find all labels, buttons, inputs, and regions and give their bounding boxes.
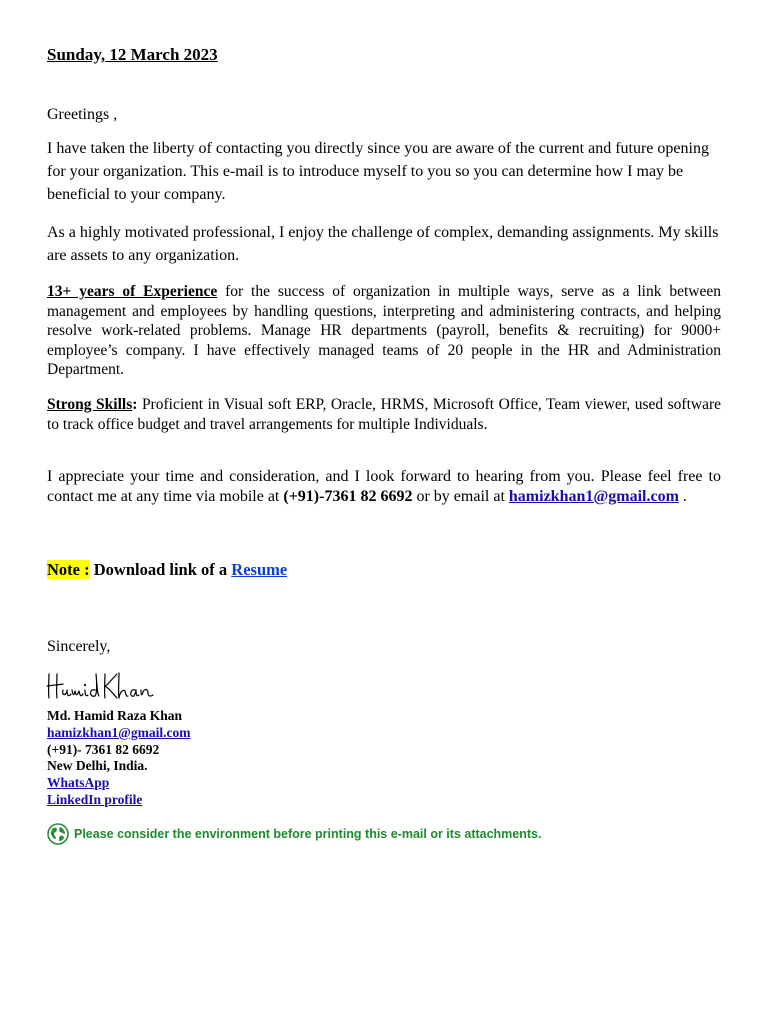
paragraph-experience (47, 282, 721, 380)
contact-text-a: I appreciate your time and consideration, and I look forward to hearing from you. Please feel free to contact me at any time via mobile at (47, 468, 721, 505)
note-text: Download link of a (89, 560, 232, 579)
greeting: Greetings , (47, 106, 118, 123)
signature-block (47, 708, 190, 809)
eco-notice (47, 823, 541, 845)
globe-icon (47, 823, 69, 845)
experience-text: for the success of organization in multiple ways, serve as a link between management and employees by handling questions, interpreting and administering contracts, and helping resolve work-related problems. Manage HR departments (payroll, benefits & recruiting) for 9000+ employee’s company. I have effectively managed teams of 20 people in the HR and Administration Department. (47, 283, 721, 379)
paragraph-skills (47, 395, 721, 434)
linkedin-link[interactable]: LinkedIn profile (47, 791, 143, 807)
handwritten-signature (45, 668, 155, 702)
whatsapp-link[interactable]: WhatsApp (47, 775, 110, 791)
eco-notice-text: Please consider the environment before printing this e-mail or its attachments. (74, 827, 542, 841)
sender-email-link[interactable]: hamizkhan1@gmail.com (47, 724, 191, 740)
sender-location: New Delhi, India. (47, 758, 148, 774)
closing: Sincerely, (47, 638, 111, 655)
paragraph-contact (47, 467, 721, 506)
contact-phone: (+91)-7361 82 6692 (283, 487, 413, 505)
contact-email-link[interactable]: hamizkhan1@gmail.com (508, 487, 679, 505)
note-label: Note : (47, 560, 90, 579)
resume-link[interactable]: Resume (231, 560, 288, 579)
paragraph-intro: I have taken the liberty of contacting you directly since you are aware of the current and future opening for your organization. This e-mail is to introduce myself to you so you can determine how I may be beneficial to your company. (47, 140, 709, 203)
resume-note (47, 560, 287, 580)
contact-end: . (678, 487, 687, 505)
sender-name: Md. Hamid Raza Khan (47, 708, 183, 723)
letter-date: Sunday, 12 March 2023 (47, 45, 218, 64)
paragraph-motivation: As a highly motivated professional, I enjoy the challenge of complex, demanding assignments. My skills are assets to any organization. (47, 224, 719, 264)
contact-text-b: or by email at (412, 487, 509, 505)
skills-label: Strong Skills (47, 396, 133, 413)
skills-colon: : (132, 396, 138, 413)
experience-label: 13+ years of Experience (47, 283, 218, 300)
skills-text: Proficient in Visual soft ERP, Oracle, HRMS, Microsoft Office, Team viewer, used software to track office budget and travel arrangements for multiple Individuals. (47, 396, 721, 433)
sender-phone: (+91)- 7361 82 6692 (47, 741, 160, 757)
